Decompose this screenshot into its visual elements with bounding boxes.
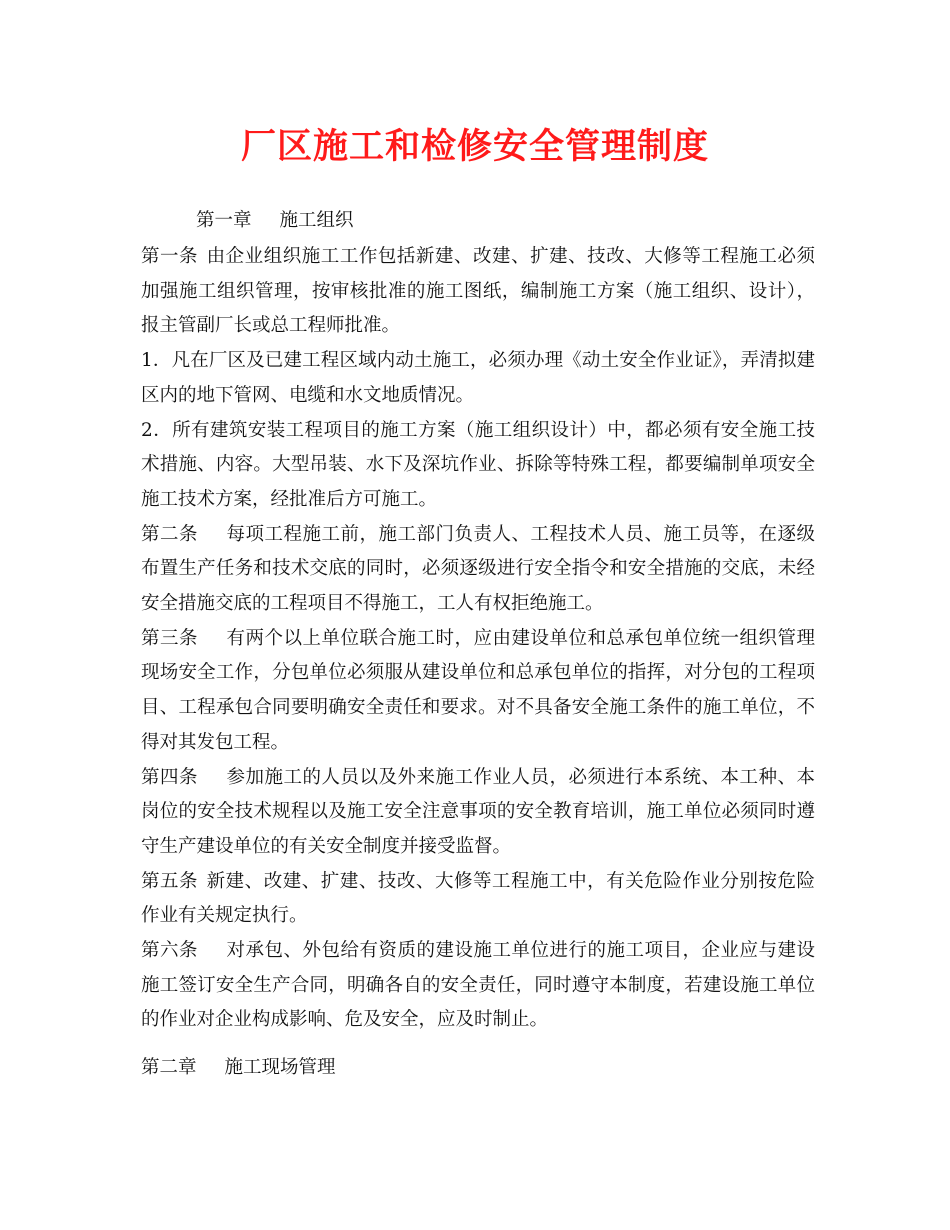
chapter-heading-2 xyxy=(141,1054,336,1082)
article-text: 每项工程施工前，施工部门负责人、工程技术人员、施工员等，在逐级布置生产任务和技术交底的同时，必须逐级进行安全指令和安全措施的交底，未经安全措施交底的工程项目不得施工，工人有权拒绝施工。 xyxy=(141,523,815,615)
article-label: 第一条 xyxy=(141,246,199,267)
chapter-number: 第一章 xyxy=(196,210,252,231)
article-text: 由企业组织施工工作包括新建、改建、扩建、技改、大修等工程施工必须加强施工组织管理，按审核批准的施工图纸，编制施工方案（施工组织、设计），报主管副厂长或总工程师批准。 xyxy=(141,246,815,337)
clause-text: 2．所有建筑安装工程项目的施工方案（施工组织设计）中，都必须有安全施工技术措施、内容。大型吊装、水下及深坑作业、拆除等特殊工程，都要编制单项安全施工技术方案，经批准后方可施工。 xyxy=(141,419,815,510)
document-body xyxy=(141,240,815,1038)
article-label: 第二条 xyxy=(141,523,198,545)
document-title: 厂区施工和检修安全管理制度 xyxy=(240,126,709,167)
chapter-number: 第二章 xyxy=(141,1057,197,1078)
article-5 xyxy=(141,865,815,934)
article-text: 有两个以上单位联合施工时，应由建设单位和总承包单位统一组织管理现场安全工作，分包单位必须服从建设单位和总承包单位的指挥，对分包的工程项目、工程承包合同要明确安全责任和要求。对不具备安全施工条件的施工单位，不得对其发包工程。 xyxy=(141,627,815,753)
clause-2 xyxy=(141,414,815,518)
clause-text: 1．凡在厂区及已建工程区域内动土施工，必须办理《动土安全作业证》，弄清拟建区内的地下管网、电缆和水文地质情况。 xyxy=(141,350,815,406)
article-label: 第三条 xyxy=(141,627,198,649)
clause-1 xyxy=(141,344,815,413)
article-label: 第六条 xyxy=(141,940,198,962)
article-text: 新建、改建、扩建、技改、大修等工程施工中，有关危险作业分别按危险作业有关规定执行。 xyxy=(141,870,815,927)
article-2 xyxy=(141,518,815,622)
article-label: 第四条 xyxy=(141,766,198,788)
chapter-name: 施工现场管理 xyxy=(224,1057,336,1078)
article-label: 第五条 xyxy=(141,870,199,892)
article-3 xyxy=(141,622,815,761)
article-4 xyxy=(141,761,815,865)
chapter-name: 施工组织 xyxy=(279,210,354,231)
article-1 xyxy=(141,240,815,344)
article-6 xyxy=(141,934,815,1038)
article-text: 对承包、外包给有资质的建设施工单位进行的施工项目，企业应与建设施工签订安全生产合同，明确各自的安全责任，同时遵守本制度，若建设施工单位的作业对企业构成影响、危及安全，应及时制止。 xyxy=(141,940,815,1031)
chapter-heading-1 xyxy=(196,207,354,235)
article-text: 参加施工的人员以及外来施工作业人员，必须进行本系统、本工种、本岗位的安全技术规程以及施工安全注意事项的安全教育培训，施工单位必须同时遵守生产建设单位的有关安全制度并接受监督。 xyxy=(141,766,815,857)
